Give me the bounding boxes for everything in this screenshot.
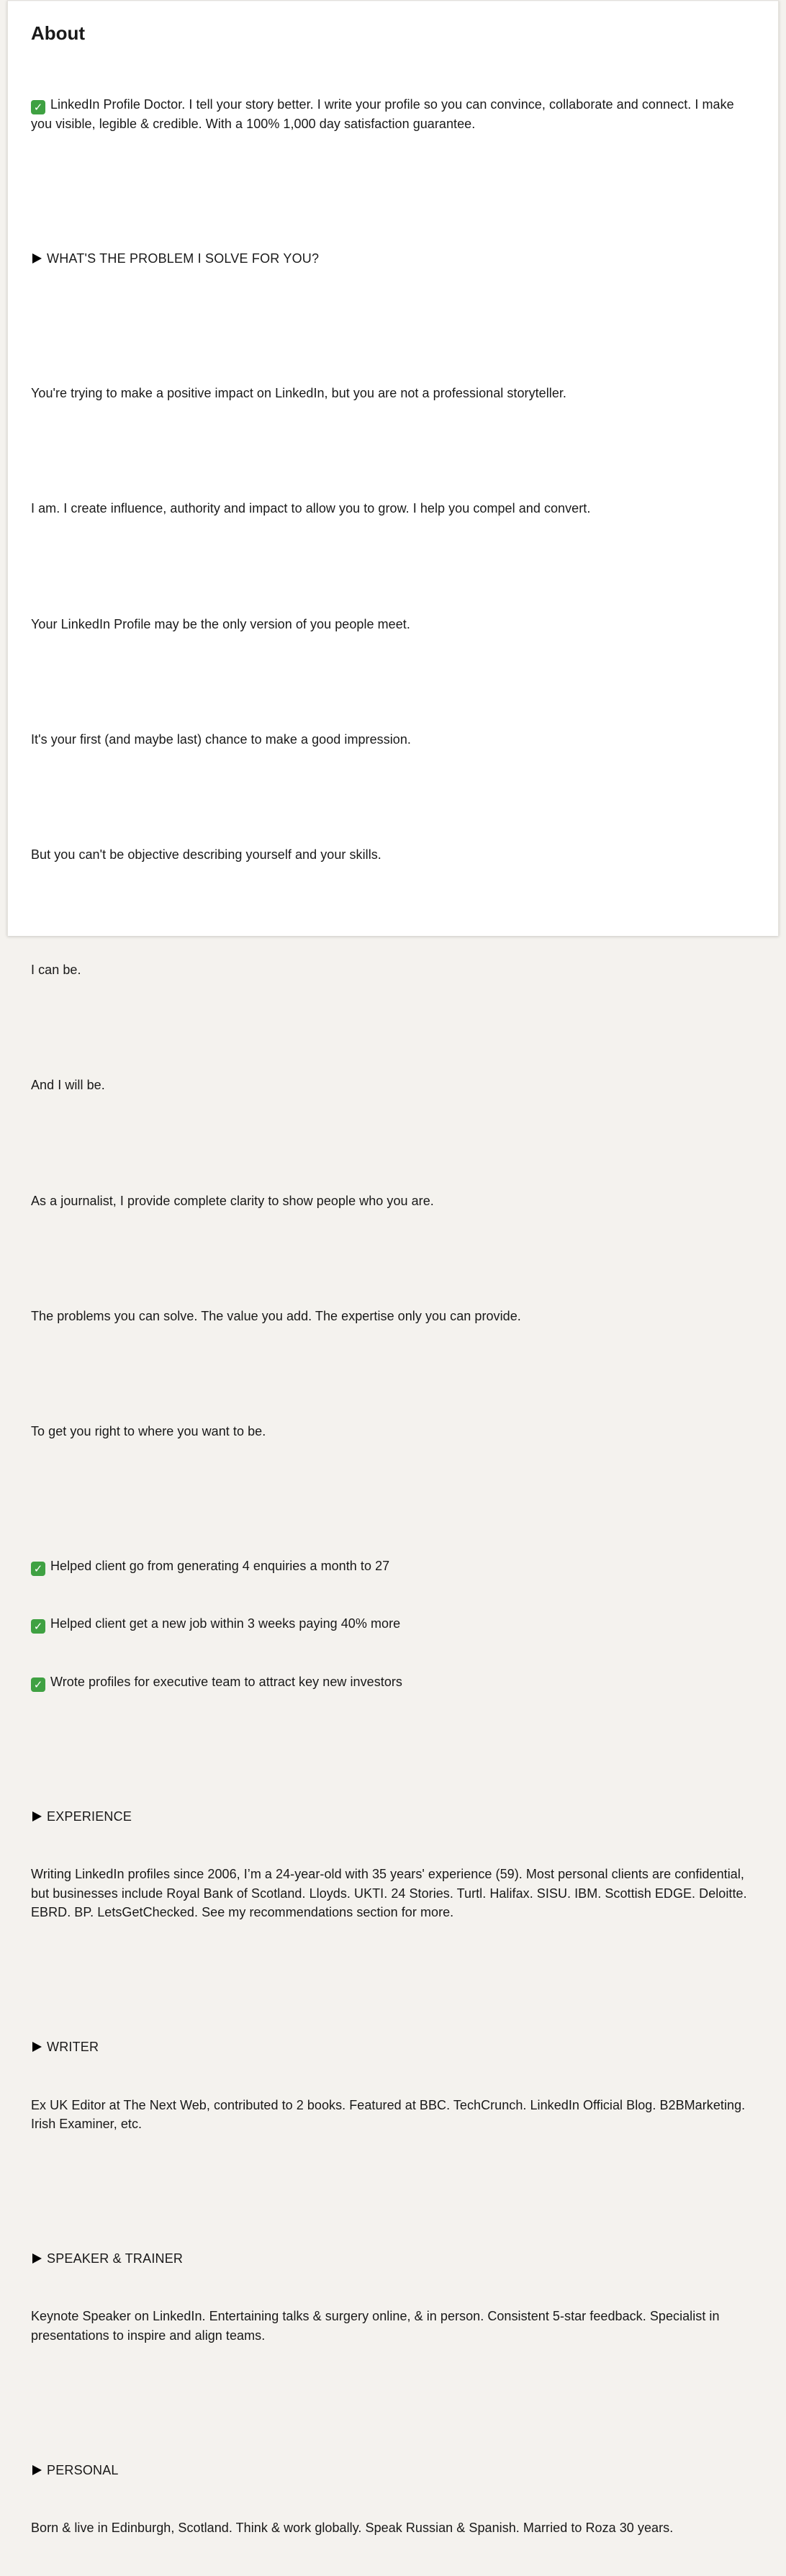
- intro-text: LinkedIn Profile Doctor. I tell your story better. I write your profile so you can convince, collaborate and connect. I make you visible, legible & credible. With a 100% 1,000 day satisfaction guarantee.: [31, 97, 738, 132]
- blank-line: [31, 557, 755, 577]
- blank-line: [31, 1961, 755, 1981]
- blank-line: [31, 441, 755, 461]
- play-triangle-icon: [32, 2465, 42, 2475]
- result-item: [31, 1672, 755, 1692]
- blank-line: [31, 307, 755, 326]
- play-triangle-icon: [32, 2042, 42, 2052]
- speaker-heading: [31, 2249, 755, 2269]
- blank-line: [31, 173, 755, 192]
- check-mark-icon: ✓: [31, 1562, 45, 1576]
- experience-heading-text: EXPERIENCE: [47, 1809, 132, 1824]
- blank-line: [31, 2172, 755, 2192]
- writer-heading-text: WRITER: [47, 2040, 99, 2055]
- about-text: [31, 57, 755, 2576]
- blank-line: [31, 1134, 755, 1153]
- problem-heading: [31, 249, 755, 269]
- check-mark-icon: ✓: [31, 1677, 45, 1692]
- paragraph: Your LinkedIn Profile may be the only version of you people meet.: [31, 616, 410, 631]
- blank-line: [31, 788, 755, 807]
- paragraph: It's your first (and maybe last) chance to make a good impression.: [31, 731, 411, 747]
- writer-heading: [31, 2037, 755, 2057]
- blank-line: [31, 1730, 755, 1749]
- experience-heading: [31, 1807, 755, 1827]
- result-text: Helped client get a new job within 3 weeks paying 40% more: [50, 1616, 401, 1631]
- check-mark-icon: ✓: [31, 100, 45, 114]
- paragraph: And I will be.: [31, 1078, 105, 1093]
- paragraph: You're trying to make a positive impact on LinkedIn, but you are not a professional storyteller.: [31, 386, 566, 401]
- writer-body: Ex UK Editor at The Next Web, contributed to 2 books. Featured at BBC. TechCrunch. LinkedIn Official Blog. B2BMarketing. Irish Examiner, etc.: [31, 2097, 749, 2132]
- speaker-body: Keynote Speaker on LinkedIn. Entertaining talks & surgery online, & in person. Consistent 5-star feedback. Specialist in presentations to inspire and align teams.: [31, 2309, 723, 2343]
- experience-body: Writing LinkedIn profiles since 2006, I’m a 24-year-old with 35 years' experience (59). Most personal clients are confidential, but businesses include Royal Bank of Scotland. Lloyds. UKTI. 24 Stories. Turtl. Halifax. SISU. IBM. Scottish EDGE. Deloitte. EBRD. BP. LetsGetChecked. See my recommendations section for more.: [31, 1867, 751, 1920]
- check-mark-icon: ✓: [31, 1619, 45, 1634]
- paragraph: The problems you can solve. The value you add. The expertise only you can provide.: [31, 1308, 521, 1323]
- blank-line: [31, 1249, 755, 1269]
- personal-body: Born & live in Edinburgh, Scotland. Think & work globally. Speak Russian & Spanish. Married to Roza 30 years.: [31, 2520, 674, 2535]
- paragraph: I am. I create influence, authority and impact to allow you to grow. I help you compel and convert.: [31, 501, 591, 516]
- result-text: Helped client go from generating 4 enquiries a month to 27: [50, 1558, 390, 1573]
- result-item: [31, 1614, 755, 1634]
- problem-heading-text: WHAT'S THE PROBLEM I SOLVE FOR YOU?: [47, 251, 320, 266]
- result-text: Wrote profiles for executive team to attract key new investors: [50, 1674, 402, 1689]
- play-triangle-icon: [32, 253, 42, 264]
- play-triangle-icon: [32, 2253, 42, 2264]
- personal-heading: [31, 2461, 755, 2480]
- paragraph: I can be.: [31, 963, 81, 978]
- blank-line: [31, 1018, 755, 1037]
- result-item: [31, 1557, 755, 1576]
- paragraph: To get you right to where you want to be.: [31, 1424, 266, 1439]
- blank-line: [31, 903, 755, 922]
- blank-line: [31, 1480, 755, 1499]
- blank-line: [31, 1364, 755, 1384]
- about-card: [7, 0, 779, 2535]
- section-title: About: [31, 22, 86, 44]
- blank-line: [31, 672, 755, 692]
- paragraph: As a journalist, I provide complete clarity to show people who you are.: [31, 1193, 434, 1208]
- intro-paragraph: [31, 95, 755, 134]
- blank-line: [31, 2384, 755, 2403]
- speaker-heading-text: SPEAKER & TRAINER: [47, 2251, 184, 2266]
- personal-heading-text: PERSONAL: [47, 2462, 119, 2477]
- paragraph: But you can't be objective describing yourself and your skills.: [31, 847, 381, 863]
- play-triangle-icon: [32, 1811, 42, 1821]
